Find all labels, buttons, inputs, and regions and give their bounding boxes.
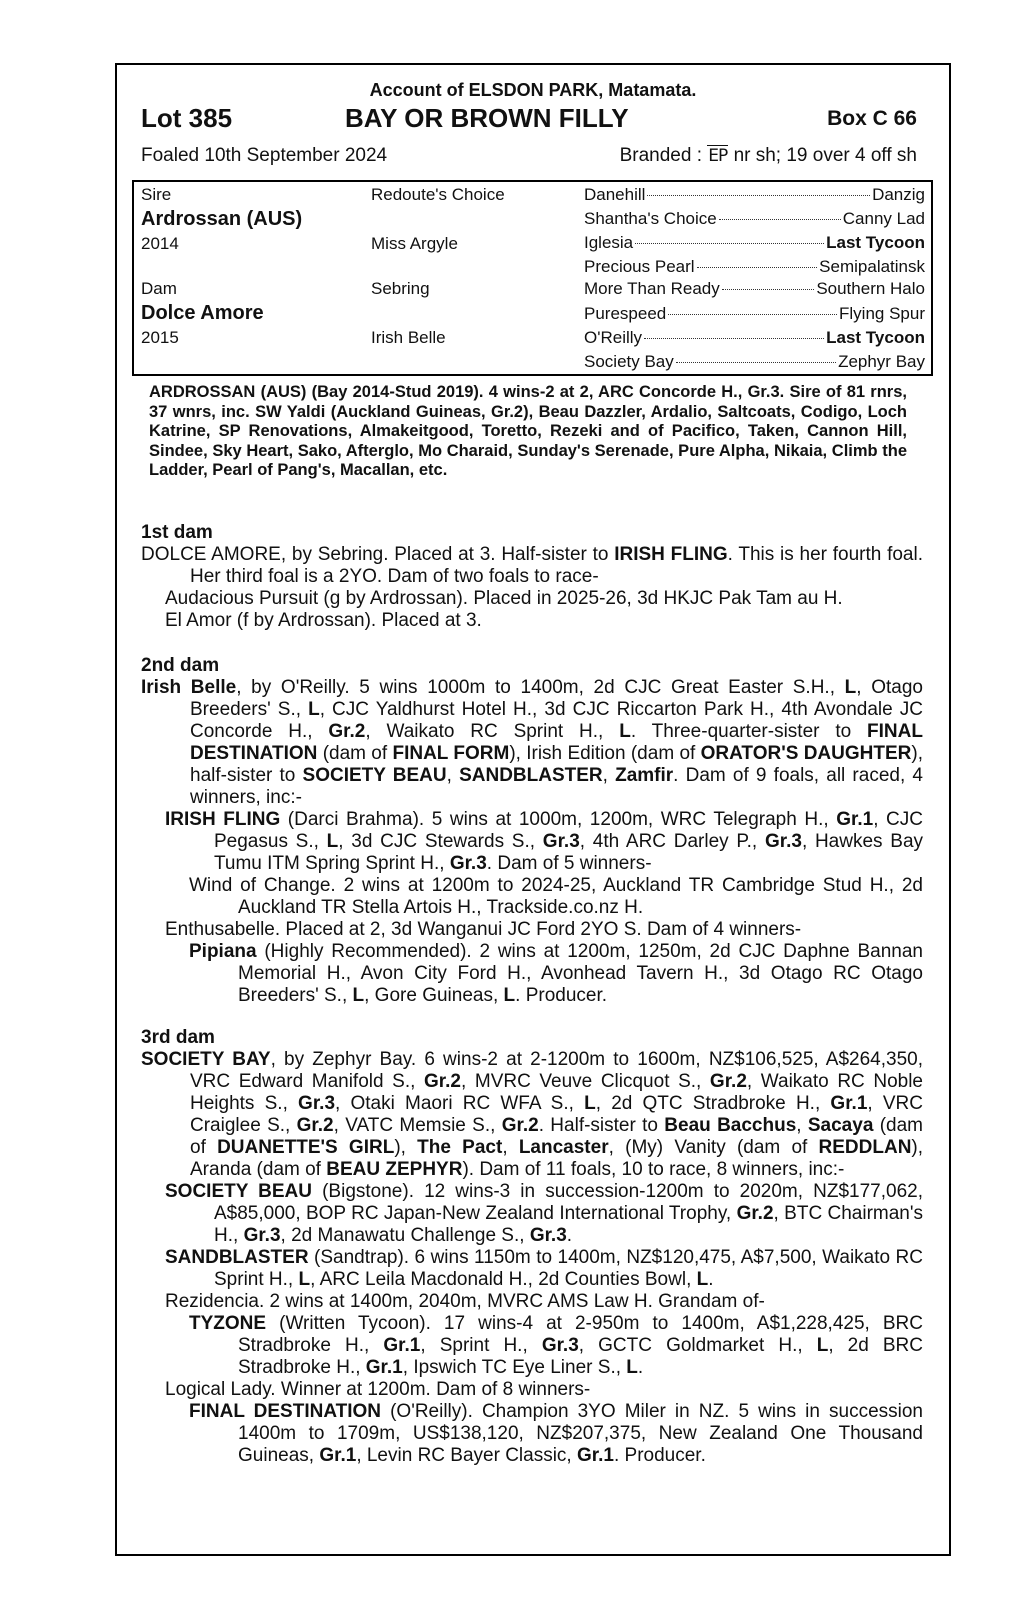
- brand-logo: EP: [708, 146, 728, 166]
- sire-sire: Redoute's Choice: [371, 185, 505, 204]
- box-number: Box C 66: [827, 107, 917, 130]
- lot-number: Lot 385: [141, 103, 233, 133]
- sire-summary: ARDROSSAN (AUS) (Bay 2014-Stud 2019). 4 wins-2 at 2, ARC Concorde H., Gr.3. Sire of 81 rnrs, 37 wnrs, inc. SW Yaldi (Auckland Guineas, Gr.2), Beau Dazzler, Ardalio, Saltcoats, Codigo, Loch Katrine, SP Renovations, Almakeitgood, Toretto, Rezeki and of Pacifico, Taken, Cannon Hill, Sindee, Sky Heart, Sako, Afterglo, Mo Charaid, Sunday's Serenade, Pure Alpha, Nikaia, Climb the Ladder, Pearl of Pang's, Macallan, etc.: [149, 383, 907, 479]
- foal-entry: SANDBLASTER (Sandtrap). 6 wins 1150m to 1400m, NZ$120,475, A$7,500, Waikato RC Sprint H., L, ARC Leila Macdonald H., 2d Counties Bowl, L.: [165, 1247, 923, 1290]
- sire-label: Sire: [141, 185, 172, 204]
- section-heading: 2nd dam: [141, 655, 220, 676]
- branded-detail: nr sh; 19 over 4 off sh: [733, 145, 917, 166]
- sire-year: 2014: [141, 234, 179, 253]
- second-dam-section: [141, 655, 923, 1007]
- dam-year: 2015: [141, 328, 179, 347]
- horse-description: BAY OR BROWN FILLY: [345, 103, 629, 133]
- foaled-date: Foaled 10th September 2024: [141, 145, 388, 166]
- grand-row: Purespeed Flying Spur: [584, 304, 925, 323]
- foal-entry: Wind of Change. 2 wins at 1200m to 2024-25, Auckland TR Cambridge Stud H., 2d Auckland TR Stella Artois H., Trackside.co.nz H.: [189, 875, 923, 918]
- brand-info: [620, 145, 917, 167]
- dam-label: Dam: [141, 279, 177, 298]
- foal-entry: Enthusabelle. Placed at 2, 3d Wanganui JC Ford 2YO S. Dam of 4 winners-: [165, 919, 802, 940]
- dam-dam: Irish Belle: [371, 328, 446, 347]
- catalogue-page: [115, 63, 951, 1556]
- foal-entry: El Amor (f by Ardrossan). Placed at 3.: [165, 610, 482, 631]
- pedigree-table: [132, 180, 933, 376]
- section-heading: 1st dam: [141, 522, 213, 543]
- foal-entry: TYZONE (Written Tycoon). 17 wins-4 at 2-950m to 1400m, A$1,228,425, BRC Stradbroke H., Gr.1, Sprint H., Gr.3, GCTC Goldmarket H., L, 2d BRC Stradbroke H., Gr.1, Ipswich TC Eye Liner S., L.: [189, 1313, 924, 1378]
- grand-row: More Than Ready Southern Halo: [584, 279, 925, 298]
- foal-entry: FINAL DESTINATION (O'Reilly). Champion 3YO Miler in NZ. 5 wins in succession 1400m to 1709m, US$138,120, NZ$207,375, New Zealand One Thousand Guineas, Gr.1, Levin RC Bayer Classic, Gr.1. Producer.: [189, 1401, 923, 1466]
- grand-row: Danehill Danzig: [584, 185, 925, 204]
- foal-entry: SOCIETY BEAU (Bigstone). 12 wins-3 in succession-1200m to 2020m, NZ$177,062, A$85,000, BOP RC Japan-New Zealand International Trophy, Gr.2, BTC Chairman's H., Gr.3, 2d Manawatu Challenge S., Gr.3.: [165, 1181, 924, 1246]
- dam-paragraph: DOLCE AMORE, by Sebring. Placed at 3. Half-sister to IRISH FLING. This is her fourth foal. Her third foal is a 2YO. Dam of two foals to race-: [141, 544, 923, 587]
- grand-row: Shantha's Choice Canny Lad: [584, 209, 925, 228]
- grand-row: O'Reilly Last Tycoon: [584, 328, 925, 347]
- sire-dam: Miss Argyle: [371, 234, 458, 253]
- section-heading: 3rd dam: [141, 1027, 215, 1048]
- grand-row: Precious Pearl Semipalatinsk: [584, 257, 925, 276]
- grand-row: Iglesia Last Tycoon: [584, 233, 925, 252]
- foal-entry: Logical Lady. Winner at 1200m. Dam of 8 winners-: [165, 1379, 591, 1400]
- third-dam-section: [141, 1027, 923, 1467]
- vendor-account: Account of ELSDON PARK, Matamata.: [369, 80, 697, 100]
- foal-entry: Rezidencia. 2 wins at 1400m, 2040m, MVRC AMS Law H. Grandam of-: [165, 1291, 765, 1312]
- foal-entry: Audacious Pursuit (g by Ardrossan). Placed in 2025-26, 3d HKJC Pak Tam au H.: [165, 588, 843, 609]
- dam-sire: Sebring: [371, 279, 430, 298]
- first-dam-section: [141, 522, 923, 632]
- foal-entry: IRISH FLING (Darci Brahma). 5 wins at 1000m, 1200m, WRC Telegraph H., Gr.1, CJC Pegasus S., L, 3d CJC Stewards S., Gr.3, 4th ARC Darley P., Gr.3, Hawkes Bay Tumu ITM Spring Sprint H., Gr.3. Dam of 5 winners-: [165, 809, 924, 874]
- sire-name: Ardrossan (AUS): [141, 208, 303, 230]
- dam-paragraph: SOCIETY BAY, by Zephyr Bay. 6 wins-2 at 2-1200m to 1600m, NZ$106,525, A$264,350, VRC Edward Manifold S., Gr.2, MVRC Veuve Clicquot S., Gr.2, Waikato RC Noble Heights S., Gr.3, Otaki Maori RC WFA S., L, 2d QTC Stradbroke H., Gr.1, VRC Craiglee S., Gr.2, VATC Memsie S., Gr.2. Half-sister to Beau Bacchus, Sacaya (dam of DUANETTE'S GIRL), The Pact, Lancaster, (My) Vanity (dam of REDDLAN), Aranda (dam of BEAU ZEPHYR). Dam of 11 foals, 10 to race, 8 winners, inc:-: [141, 1049, 924, 1180]
- grand-row: Society Bay Zephyr Bay: [584, 352, 925, 371]
- foal-entry: Pipiana (Highly Recommended). 2 wins at 1200m, 1250m, 2d CJC Daphne Bannan Memorial H., Avon City Ford H., Avonhead Tavern H., 3d Otago RC Otago Breeders' S., L, Gore Guineas, L. Producer.: [189, 941, 923, 1006]
- dam-name: Dolce Amore: [141, 302, 264, 324]
- branded-label: Branded :: [619, 145, 702, 166]
- dam-paragraph: Irish Belle, by O'Reilly. 5 wins 1000m to 1400m, 2d CJC Great Easter S.H., L, Otago Breeders' S., L, CJC Yaldhurst Hotel H., 3d CJC Riccarton Park H., 4th Avondale JC Concorde H., Gr.2, Waikato RC Sprint H., L. Three-quarter-sister to FINAL DESTINATION (dam of FINAL FORM), Irish Edition (dam of ORATOR'S DAUGHTER), half-sister to SOCIETY BEAU, SANDBLASTER, Zamfir. Dam of 9 foals, all raced, 4 winners, inc:-: [141, 677, 924, 808]
